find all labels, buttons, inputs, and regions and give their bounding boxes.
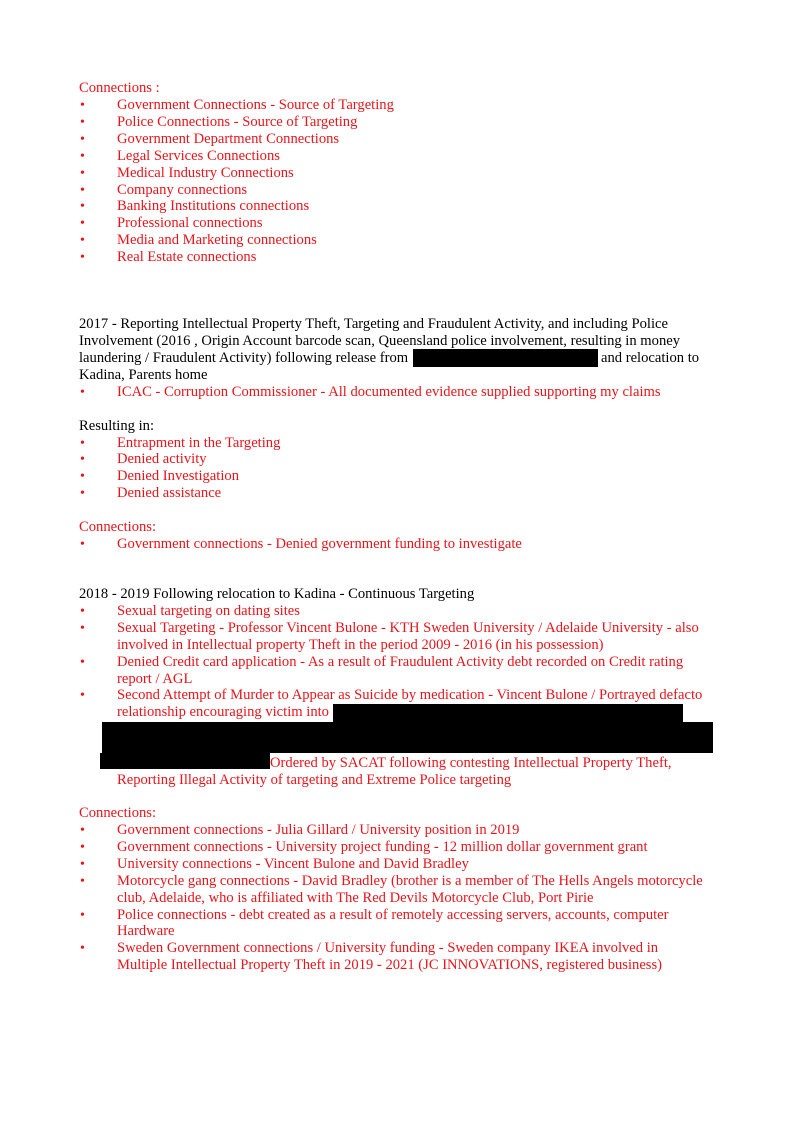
bullet-icon: • — [80, 132, 85, 147]
list-item: Medical Industry Connections — [117, 165, 294, 181]
list-item: Government Connections - Source of Targeting — [117, 97, 394, 113]
paragraph-line: Involvement (2016 , Origin Account barcode scan, Queensland police involvement, resulting in money — [79, 333, 681, 349]
bullet-icon: • — [80, 233, 85, 248]
bullet-icon: • — [80, 874, 85, 889]
list-item: Police connections - debt created as a result of remotely accessing servers, accounts, computer — [117, 907, 669, 923]
list-item-continuation: involved in Intellectual property Theft in the period 2009 - 2016 (in his possession) — [117, 637, 604, 653]
bullet-icon: • — [80, 149, 85, 164]
bullet-icon: • — [80, 183, 85, 198]
redaction-box — [102, 722, 713, 753]
list-item: Real Estate connections — [117, 249, 257, 265]
list-item: Entrapment in the Targeting — [117, 435, 281, 451]
list-item-continuation: club, Adelaide, who is affiliated with The Red Devils Motorcycle Club, Port Pirie — [117, 890, 594, 906]
paragraph-line: 2017 - Reporting Intellectual Property Theft, Targeting and Fraudulent Activity, and including Police — [79, 316, 668, 332]
bullet-icon: • — [80, 385, 85, 400]
bullet-icon: • — [80, 250, 85, 265]
bullet-icon: • — [80, 941, 85, 956]
list-item: Sexual targeting on dating sites — [117, 603, 300, 619]
bullet-icon: • — [80, 115, 85, 130]
bullet-icon: • — [80, 98, 85, 113]
redaction-box — [413, 349, 598, 367]
list-item: Sexual Targeting - Professor Vincent Bulone - KTH Sweden University / Adelaide University - also — [117, 620, 699, 636]
bullet-icon: • — [80, 908, 85, 923]
list-item: Denied activity — [117, 451, 207, 467]
connections-heading: Connections: — [79, 805, 157, 821]
list-item: Government Department Connections — [117, 131, 340, 147]
list-item: Government connections - Julia Gillard / University position in 2019 — [117, 822, 520, 838]
bullet-icon: • — [80, 486, 85, 501]
list-item-continuation: report / AGL — [117, 671, 193, 687]
bullet-icon: • — [80, 823, 85, 838]
list-item: ICAC - Corruption Commissioner - All documented evidence supplied supporting my claims — [117, 384, 661, 400]
bullet-icon: • — [80, 537, 85, 552]
list-item-continuation: Multiple Intellectual Property Theft in 2019 - 2021 (JC INNOVATIONS, registered business) — [117, 957, 663, 973]
list-item: Media and Marketing connections — [117, 232, 317, 248]
list-item: Denied Credit card application - As a result of Fraudulent Activity debt recorded on Credit rating — [117, 654, 684, 670]
connections-heading: Connections : — [79, 80, 160, 96]
bullet-icon: • — [80, 604, 85, 619]
list-item: Legal Services Connections — [117, 148, 280, 164]
list-item: Motorcycle gang connections - David Bradley (brother is a member of The Hells Angels motorcycle — [117, 873, 703, 889]
bullet-icon: • — [80, 621, 85, 636]
redaction-box — [100, 753, 270, 769]
bullet-icon: • — [80, 655, 85, 670]
bullet-icon: • — [80, 199, 85, 214]
list-item-continuation: relationship encouraging victim into — [117, 704, 329, 720]
list-item: Banking Institutions connections — [117, 198, 310, 214]
list-item: Professional connections — [117, 215, 263, 231]
list-item: Denied Investigation — [117, 468, 239, 484]
list-item: Government connections - Denied government funding to investigate — [117, 536, 522, 552]
section-heading: 2018 - 2019 Following relocation to Kadina - Continuous Targeting — [79, 586, 475, 602]
list-item: Second Attempt of Murder to Appear as Suicide by medication - Vincent Bulone / Portrayed defacto — [117, 687, 703, 703]
list-item: Company connections — [117, 182, 248, 198]
bullet-icon: • — [80, 469, 85, 484]
bullet-icon: • — [80, 688, 85, 703]
list-item: Police Connections - Source of Targeting — [117, 114, 358, 130]
list-item-continuation: Ordered by SACAT following contesting Intellectual Property Theft, — [270, 755, 672, 771]
paragraph-line: laundering / Fraudulent Activity) following release from — [79, 350, 409, 366]
resulting-heading: Resulting in: — [79, 418, 154, 434]
list-item: Denied assistance — [117, 485, 222, 501]
list-item: Government connections - University project funding - 12 million dollar government grant — [117, 839, 648, 855]
list-item: University connections - Vincent Bulone and David Bradley — [117, 856, 469, 872]
bullet-icon: • — [80, 452, 85, 467]
paragraph-line: and relocation to — [601, 350, 700, 366]
list-item-continuation: Reporting Illegal Activity of targeting and Extreme Police targeting — [117, 772, 512, 788]
bullet-icon: • — [80, 166, 85, 181]
connections-heading: Connections: — [79, 519, 157, 535]
paragraph-line: Kadina, Parents home — [79, 367, 208, 383]
list-item-continuation: Hardware — [117, 923, 175, 939]
bullet-icon: • — [80, 436, 85, 451]
bullet-icon: • — [80, 840, 85, 855]
bullet-icon: • — [80, 216, 85, 231]
bullet-icon: • — [80, 857, 85, 872]
redaction-box — [333, 704, 683, 722]
list-item: Sweden Government connections / University funding - Sweden company IKEA involved in — [117, 940, 659, 956]
